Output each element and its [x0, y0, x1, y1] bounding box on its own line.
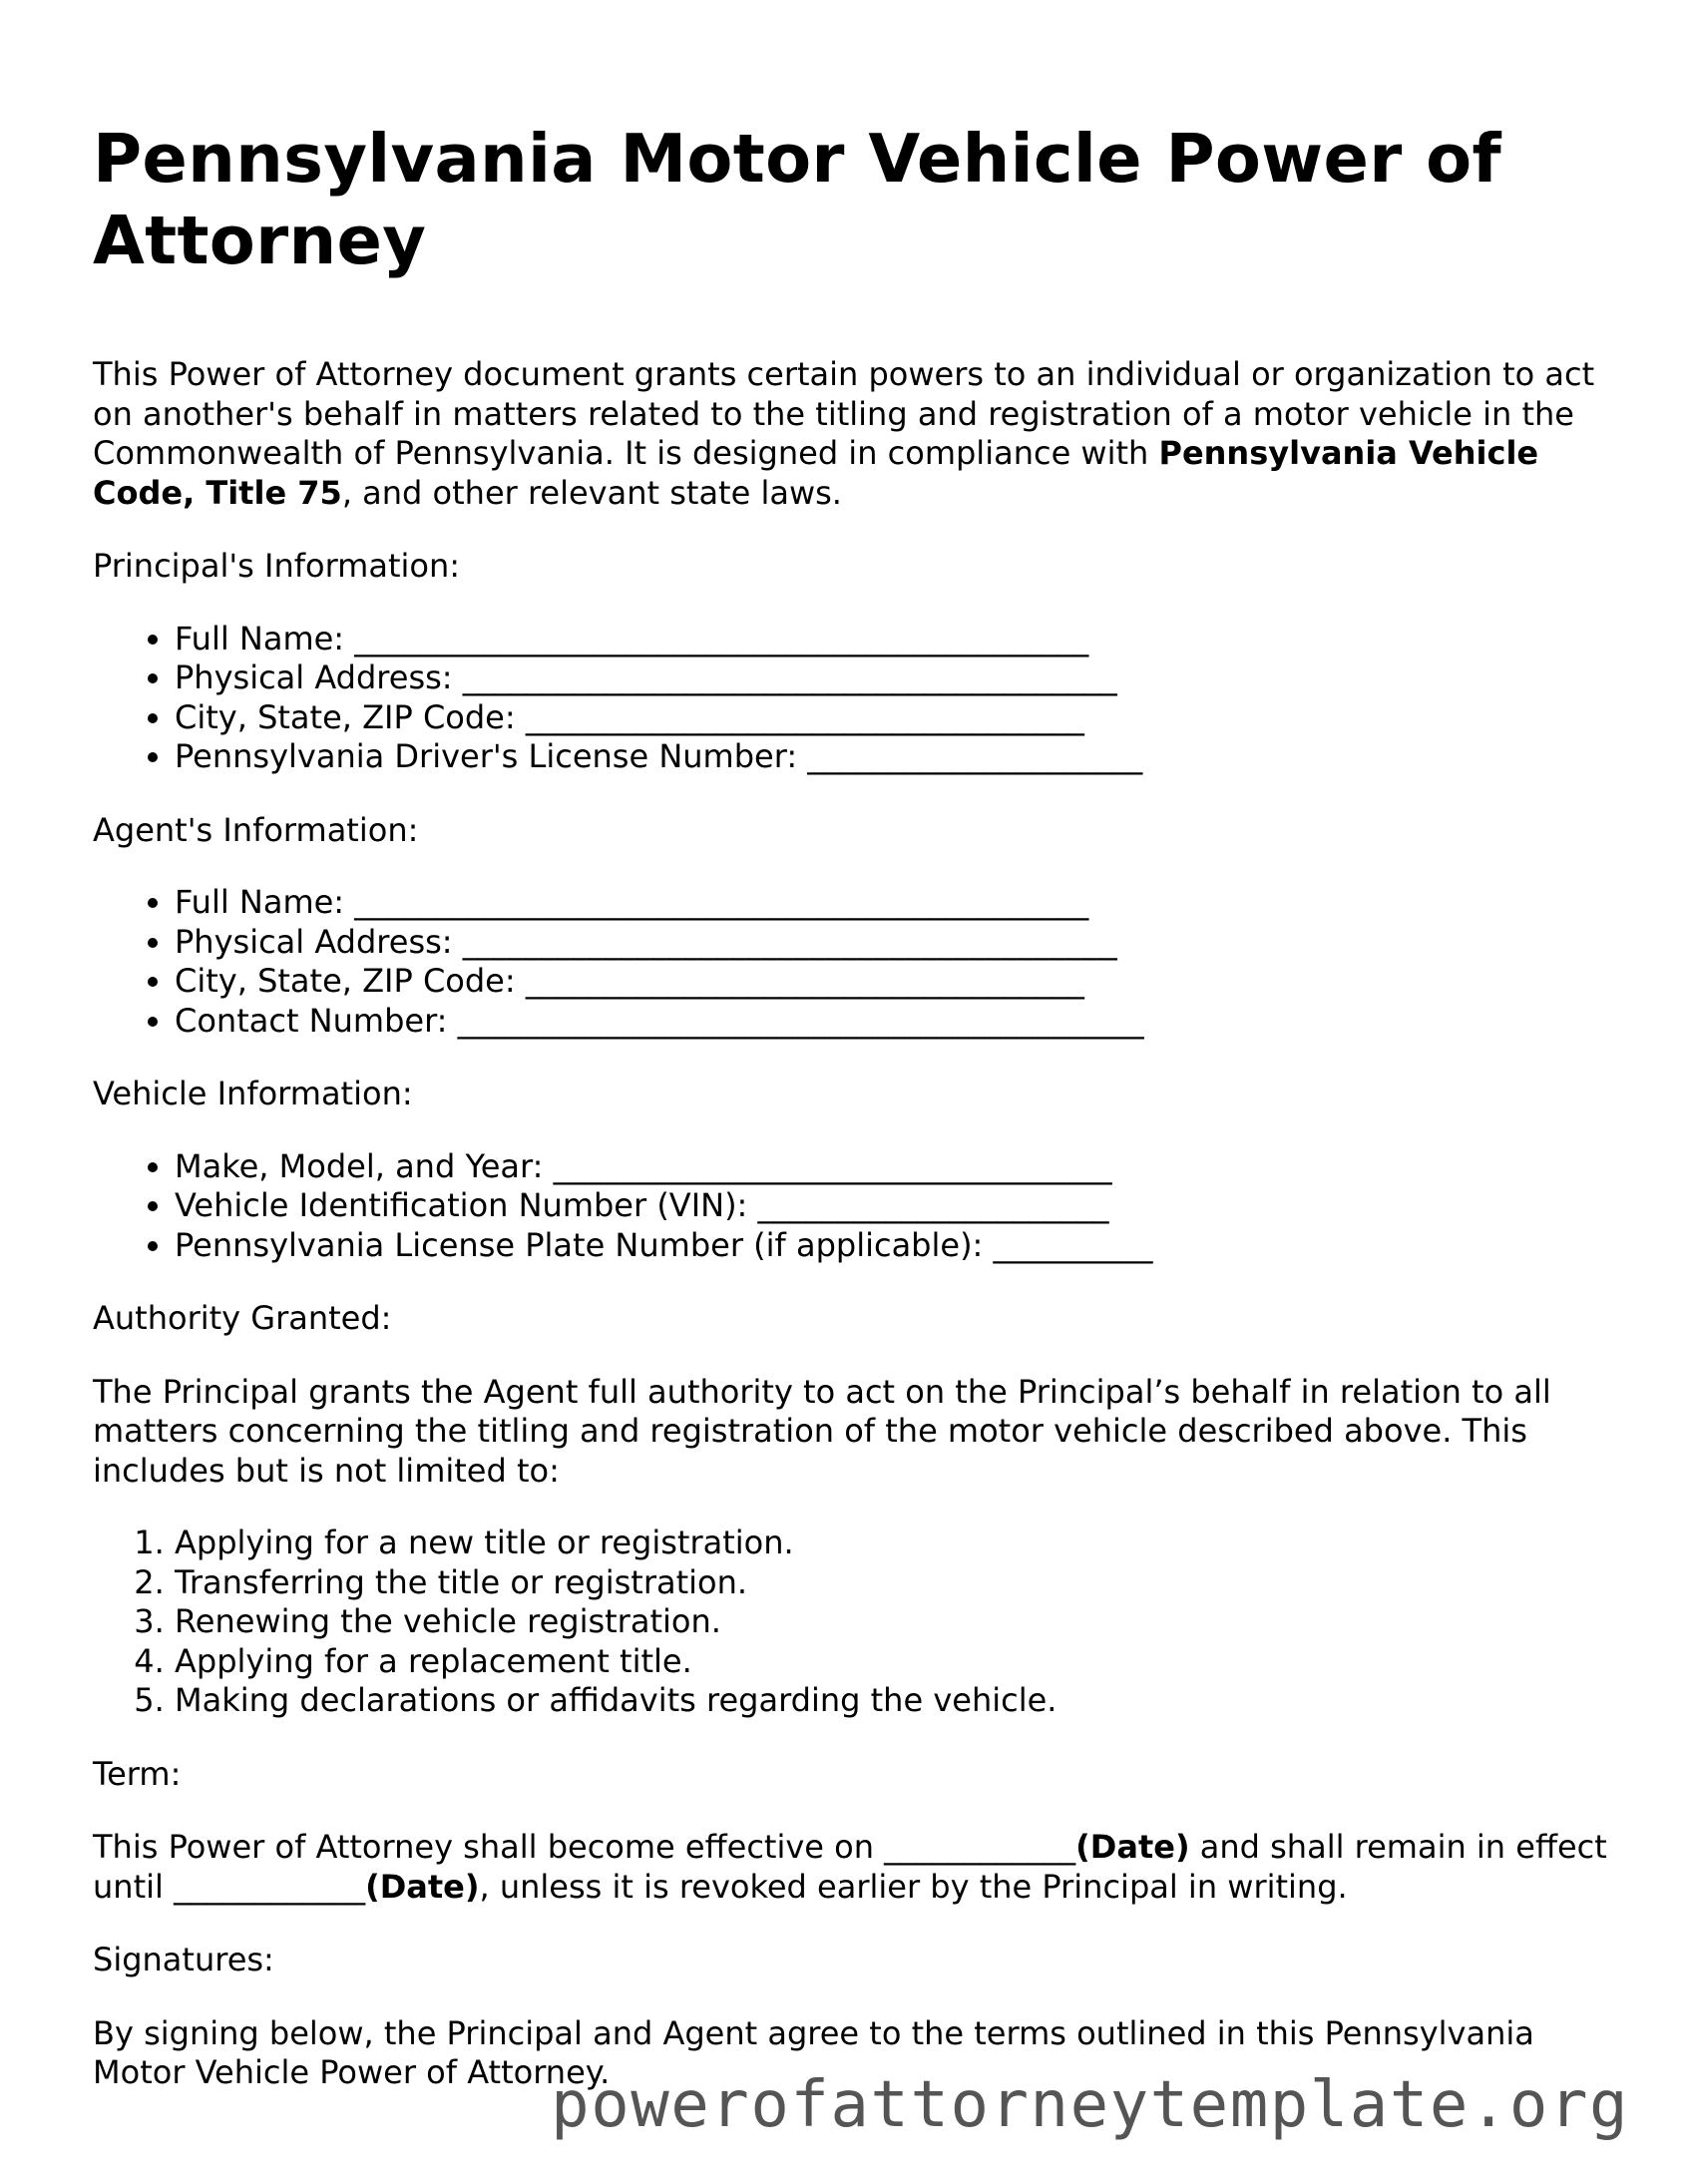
authority-heading: Authority Granted:: [93, 1299, 392, 1337]
principal-city-field: • City, State, ZIP Code: ___________________________________: [175, 698, 1609, 738]
watermark-text: powerofattorneytemplate.org: [551, 2068, 1629, 2142]
intro-text-after: , and other relevant state laws.: [341, 473, 842, 512]
intro-paragraph: [93, 355, 1609, 513]
term-text-1: This Power of Attorney shall become effective on ____________: [93, 1828, 1076, 1866]
term-heading: Term:: [93, 1754, 182, 1793]
authority-item: 2. Transferring the title or registration.: [175, 1563, 1609, 1603]
authority-item: 5. Making declarations or affidavits regarding the vehicle.: [175, 1681, 1609, 1721]
term-text-2: and shall remain in effect until ____________: [93, 1828, 1607, 1906]
agent-city-field: • City, State, ZIP Code: ___________________________________: [175, 962, 1609, 1002]
principal-heading: Principal's Information:: [93, 547, 461, 585]
term-date-label-2: (Date): [365, 1867, 480, 1906]
intro-bold-reference: Pennsylvania Vehicle Code, Title 75: [93, 434, 1539, 512]
agent-fields: [93, 883, 1609, 1041]
authority-paragraph: The Principal grants the Agent full authority to act on the Principal’s behalf in relation to all matters concerning the titling and registration of the motor vehicle described above. This includes but is not limited to:: [93, 1372, 1551, 1490]
agent-address-field: • Physical Address: _________________________________________: [175, 923, 1609, 963]
agent-heading: Agent's Information:: [93, 810, 419, 849]
principal-address-field: • Physical Address: _________________________________________: [175, 658, 1609, 698]
page-title: Pennsylvania Motor Vehicle Power of Attorney: [93, 120, 1501, 279]
document-page: [93, 118, 1609, 2093]
principal-fields: [93, 620, 1609, 777]
authority-item: 4. Applying for a replacement title.: [175, 1642, 1609, 1682]
term-paragraph: [93, 1828, 1609, 1907]
vehicle-fields: [93, 1147, 1609, 1266]
vehicle-make-model-field: • Make, Model, and Year: ___________________________________: [175, 1147, 1609, 1187]
signatures-paragraph: By signing below, the Principal and Agent agree to the terms outlined in this Pennsylvania Motor Vehicle Power of Attorney.: [93, 2013, 1534, 2091]
vehicle-vin-field: • Vehicle Identification Number (VIN): ______________________: [175, 1186, 1609, 1226]
agent-contact-field: • Contact Number: ___________________________________________: [175, 1002, 1609, 1042]
authority-item: 3. Renewing the vehicle registration.: [175, 1602, 1609, 1642]
term-date-label-1: (Date): [1075, 1828, 1190, 1866]
vehicle-plate-field: • Pennsylvania License Plate Number (if applicable): __________: [175, 1226, 1609, 1266]
principal-license-field: • Pennsylvania Driver's License Number: _____________________: [175, 737, 1609, 777]
signatures-heading: Signatures:: [93, 1941, 274, 1978]
term-text-3: , unless it is revoked earlier by the Principal in writing.: [479, 1867, 1348, 1906]
agent-full-name-field: • Full Name: ______________________________________________: [175, 883, 1609, 923]
vehicle-heading: Vehicle Information:: [93, 1075, 413, 1112]
authority-item: 1. Applying for a new title or registration.: [175, 1524, 1609, 1563]
principal-full-name-field: • Full Name: ______________________________________________: [175, 620, 1609, 659]
intro-text-before: This Power of Attorney document grants certain powers to an individual or organization to act on another's behalf in matters related to the titling and registration of a motor vehicle in the Commonwealth of Pennsylvania. It is designed in compliance with: [93, 355, 1595, 472]
authority-list: [93, 1524, 1609, 1721]
